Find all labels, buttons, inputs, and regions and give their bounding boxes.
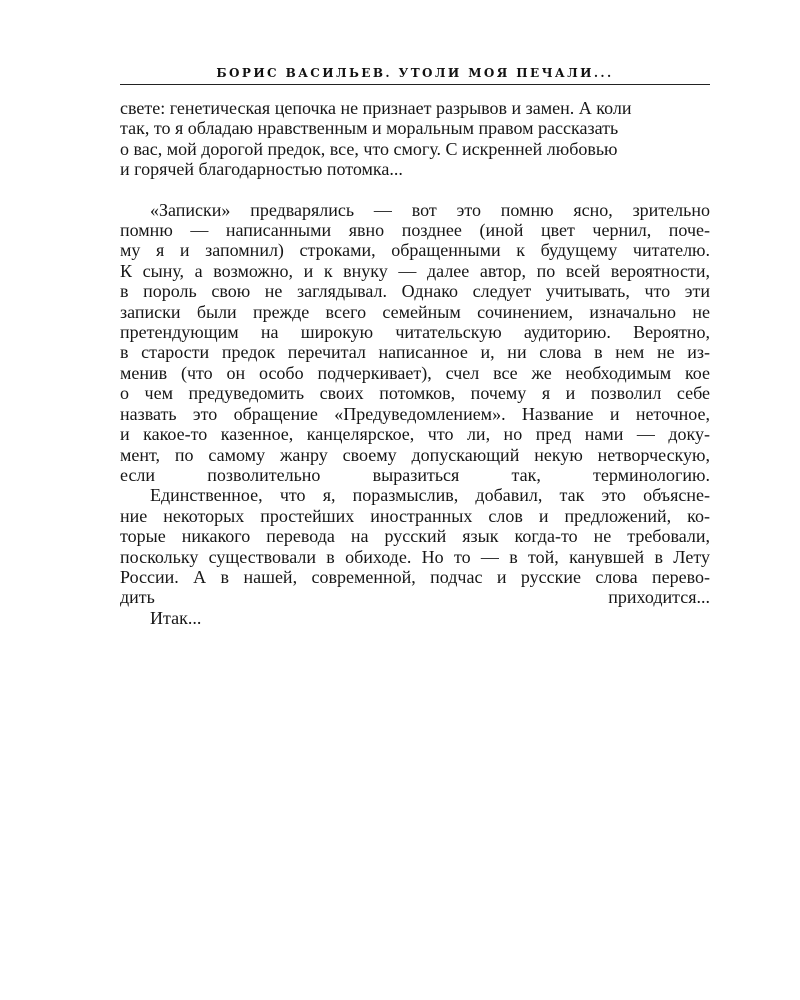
text-line: Единственное, что я, поразмыслив, добавил, так это объясне- [150, 485, 710, 506]
text-line: менив (что он особо подчеркивает), счел все же необходимым кое [120, 362, 710, 383]
text-line: назвать это обращение «Предуведомлением». Название и неточное, [120, 403, 710, 424]
paragraph-gap [120, 180, 710, 200]
text-line: претендующим на широкую читательскую аудиторию. Вероятно, [120, 322, 710, 343]
text-line: если позволительно выразиться так, терминологию. [120, 464, 710, 485]
paragraph-2 [120, 200, 710, 486]
paragraph-1 [120, 98, 710, 180]
text-line: России. А в нашей, современной, подчас и русские слова перево- [120, 566, 710, 587]
body-text [120, 98, 710, 628]
text-line: мент, по самому жанру своему допускающий некую нетворческую, [120, 444, 710, 465]
text-line: помню — написанными явно позднее (иной цвет чернил, поче- [120, 220, 710, 241]
text-line: ние некоторых простейших иностранных слов и предложений, ко- [120, 505, 710, 526]
text-line: поскольку существовали в обиходе. Но то — в той, канувшей в Лету [120, 546, 710, 567]
text-line: дить приходится... [120, 587, 710, 608]
text-line: и какое-то казенное, канцелярское, что ли, но пред нами — доку- [120, 424, 710, 445]
text-line: му я и запомнил) строками, обращенными к будущему читателю. [120, 240, 710, 261]
paragraph-4 [120, 608, 710, 628]
text-line: в старости предок перечитал написанное и, ни слова в нем не из- [120, 342, 710, 363]
header-rule [120, 84, 710, 85]
running-header: БОРИС ВАСИЛЬЕВ. УТОЛИ МОЯ ПЕЧАЛИ... [216, 66, 614, 80]
text-line: торые никакого перевода на русский язык когда-то не требовали, [120, 526, 710, 547]
paragraph-3 [120, 485, 710, 607]
text-line: свете: генетическая цепочка не признает разрывов и замен. А коли [120, 98, 632, 118]
text-line: в пороль свою не заглядывал. Однако следует учитывать, что эти [120, 281, 710, 302]
text-line: записки были прежде всего семейным сочинением, изначально не [120, 301, 710, 322]
text-line: «Записки» предварялись — вот это помню ясно, зрительно [150, 199, 710, 220]
text-line: о вас, мой дорогой предок, все, что смогу. С искренней любовью [120, 138, 618, 159]
text-line: о чем предуведомить своих потомков, почему я и позволил себе [120, 383, 710, 404]
text-line: и горячей благодарностью потомка... [120, 159, 403, 180]
text-line: Итак... [150, 607, 202, 628]
text-line: К сыну, а возможно, и к внуку — далее автор, по всей вероятности, [120, 260, 710, 281]
text-line: так, то я обладаю нравственным и моральным правом рассказать [120, 118, 619, 139]
